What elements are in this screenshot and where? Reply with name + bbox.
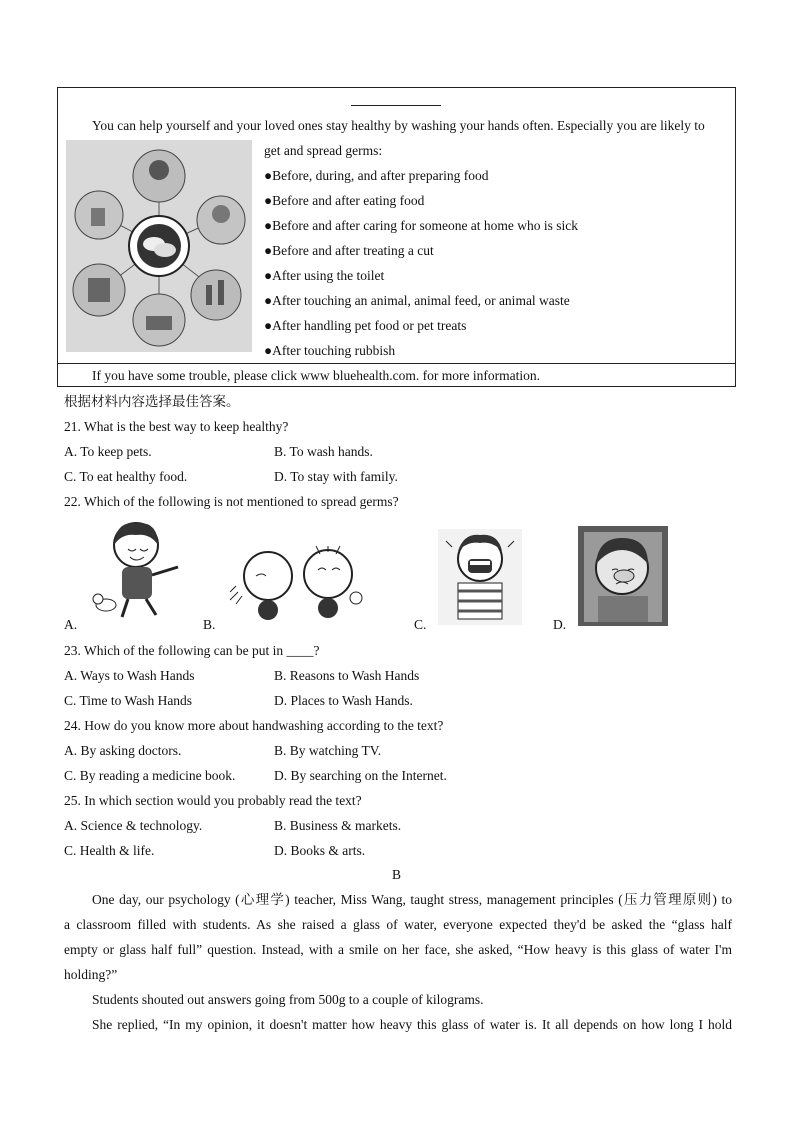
option-24c[interactable]: C. By reading a medicine book. [64,768,236,783]
instruction: 根据材料内容选择最佳答案。 [64,394,240,409]
bullet-item: ●After touching rubbish [264,343,396,358]
bullet-item: ●Before and after eating food [264,193,425,208]
bullet-item: ●Before and after treating a cut [264,243,434,258]
question-25: 25. In which section would you probably read the text? [64,793,362,808]
girl-running-with-dog-image [92,519,188,623]
box-divider [58,363,735,364]
bullet-item: ●After handling pet food or pet treats [264,318,467,333]
paragraph-line: She replied, “In my opinion, it doesn't matter how heavy this glass of water is. It all depends on how long I hold [92,1017,732,1032]
question-24: 24. How do you know more about handwashing according to the text? [64,718,444,733]
footer-note: If you have some trouble, please click www bluehealth.com. for more information. [92,368,540,383]
bullet-list [264,167,578,367]
section-b-paragraph-3 [64,1012,732,1037]
paragraph-line: holding?” [64,967,118,982]
title-blank [351,105,441,106]
intro-line-2: get and spread germs: [264,143,383,158]
option-23d[interactable]: D. Places to Wash Hands. [274,693,413,708]
option-21b[interactable]: B. To wash hands. [274,444,373,459]
option-25c[interactable]: C. Health & life. [64,843,155,858]
option-22b[interactable]: B. [203,617,216,632]
paragraph-line: empty or glass half full” question. Instead, with a smile on her face, she asked, “How heavy is this glass of water I'm [64,942,732,957]
bullet-item: ●Before, during, and after preparing food [264,168,489,183]
option-23b[interactable]: B. Reasons to Wash Hands [274,668,420,683]
section-b-label: B [392,867,402,882]
passage-a-box [57,87,736,387]
option-25b[interactable]: B. Business & markets. [274,818,402,833]
section-b-paragraph-2 [64,987,732,1012]
option-21c[interactable]: C. To eat healthy food. [64,469,188,484]
option-23c[interactable]: C. Time to Wash Hands [64,693,193,708]
option-25d[interactable]: D. Books & arts. [274,843,366,858]
option-22d[interactable]: D. [553,617,567,632]
paragraph-line: a classroom filled with students. As she raised a glass of water, everyone expected they'd be asked the “glass half [64,917,732,932]
option-24b[interactable]: B. By watching TV. [274,743,382,758]
two-kids-sneezing-image [228,546,368,620]
boy-touching-nose-image [578,526,668,626]
question-21: 21. What is the best way to keep healthy? [64,419,289,434]
bullet-item: ●Before and after caring for someone at home who is sick [264,218,579,233]
option-22a[interactable]: A. [64,617,78,632]
option-24d[interactable]: D. By searching on the Internet. [274,768,447,783]
handwashing-poster-image [66,140,252,352]
option-25a[interactable]: A. Science & technology. [64,818,203,833]
question-22: 22. Which of the following is not mentioned to spread germs? [64,494,399,509]
option-23a[interactable]: A. Ways to Wash Hands [64,668,195,683]
paragraph-line: One day, our psychology (心理学) teacher, Miss Wang, taught stress, management principles (压力管理原则) to [92,892,732,907]
question-23: 23. Which of the following can be put in ____? [64,643,320,658]
option-21d[interactable]: D. To stay with family. [274,469,398,484]
option-22c[interactable]: C. [414,617,427,632]
paragraph-line: Students shouted out answers going from 500g to a couple of kilograms. [92,992,484,1007]
boy-coughing-image [438,529,522,625]
bullet-item: ●After using the toilet [264,268,385,283]
option-24a[interactable]: A. By asking doctors. [64,743,182,758]
section-b-paragraph-1 [64,887,732,987]
bullet-item: ●After touching an animal, animal feed, or animal waste [264,293,570,308]
intro-line-1: You can help yourself and your loved ones stay healthy by washing your hands often. Especially you are likely to [92,118,705,133]
option-21a[interactable]: A. To keep pets. [64,444,152,459]
